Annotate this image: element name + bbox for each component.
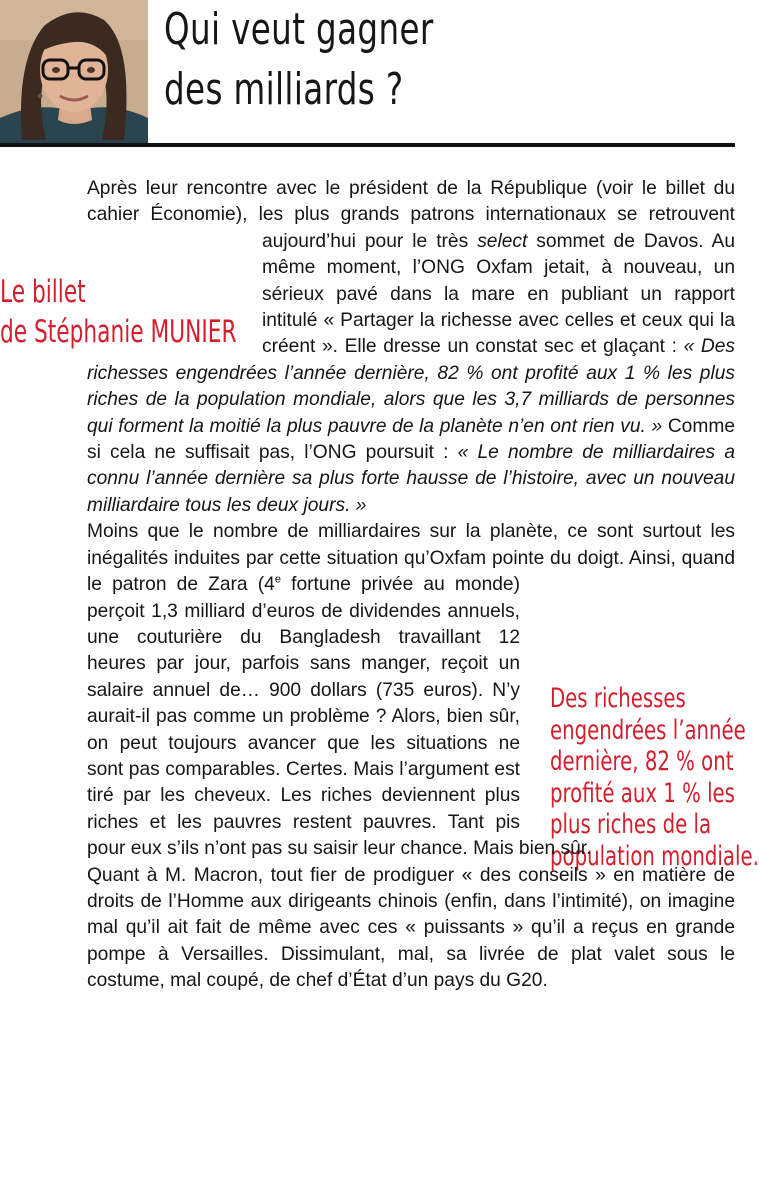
article-body	[87, 176, 735, 995]
byline-spacer	[0, 229, 262, 359]
header-divider	[0, 143, 735, 147]
author-portrait-image	[0, 0, 148, 144]
paragraph-2: Moins que le nombre de milliardaires sur la planète, ce sont surtout les inégalités induites par cette situation qu’Oxfam pointe du doigt. Ainsi, quand le patron de Zara (4e fortune privée au monde) perçoit 1,3 milliard d’euros de dividendes annuels, une couturière du Bangladesh travaillant 12 heures par jour, parfois sans manger, reçoit un salaire annuel de… 900 dollars (735 euros). N’y aurait-il pas comme un problème ? Alors, bien sûr, on peut toujours avancer que les situations ne sont pas comparables. Certes. Mais l’argument est tiré par les cheveux. Les riches deviennent plus riches et les pauvres restent pauvres. Tant pis pour eux s’ils n’ont pas su saisir leur chance. Mais bien sûr.	[87, 521, 735, 860]
pull-quote-line: plus riches de la	[550, 809, 712, 840]
byline-author: de Stéphanie MUNIER	[0, 314, 237, 350]
select-word: select	[477, 230, 528, 252]
oxfam-quote-1: « Des richesses engendrées l’année dernière, 82 % ont profité aux 1 % les plus riches de la population mondiale, alors que les 3,7 milliards de personnes qui forment la moitié la plus pauvre de la planète n’en ont rien vu. »	[87, 336, 735, 437]
article-title-line1: Qui veut gagner	[164, 4, 434, 55]
paragraph-1: Après leur rencontre avec le président de la République (voir le billet du cahier Économie), les plus grands patrons internationaux se retrouvent aujourd’hui pour le très select sommet de Davos. Au même moment, l’ONG Oxfam jetait, à nouveau, un sérieux pavé dans la mare en publiant un rapport intitulé « Partager la richesse avec celles et ceux qui la créent ». Elle dresse un constat sec et glaçant : « Des richesses engendrées l’année dernière, 82 % ont profité aux 1 % les plus riches de la population mondiale, alors que les 3,7 milliards de personnes qui forment la moitié la plus pauvre de la planète n’en ont rien vu. » Comme si cela ne suffisait pas, l’ONG poursuit : « Le nombre de milliardaires a connu l’année dernière sa plus forte hausse de l’histoire, avec un nouveau milliardaire tous les deux jours. »	[87, 176, 735, 519]
pull-quote-line: engendrées l’année	[550, 714, 746, 746]
pull-quote-line: population mondiale.	[550, 840, 759, 872]
article-header	[0, 0, 735, 146]
pull-quote-spacer	[520, 572, 735, 822]
pull-quote-line: Des richesses	[550, 683, 686, 714]
paragraph-3: Quant à M. Macron, tout fier de prodiguer « des conseils » en matière de droits de l’Homme aux dirigeants chinois (enfin, dans l’intimité), on imagine mal qu’il ait fait de même avec ces « puissants » qu’il a reçus en grande pompe à Versailles. Dissimulant, mal, sa livrée de plat valet sous le costume, mal coupé, de chef d’État d’un pays du G20.	[87, 864, 735, 992]
pull-quote-line: profité aux 1 % les	[550, 777, 735, 809]
author-portrait	[0, 0, 148, 144]
article-title	[164, 0, 434, 120]
pull-quote-line: dernière, 82 % ont	[550, 746, 734, 777]
oxfam-quote-2: « Le nombre de milliardaires a connu l’année dernière sa plus forte hausse de l’histoire, avec un nouveau milliardaire tous les deux jours. »	[87, 442, 735, 516]
byline-line1: Le billet	[0, 274, 86, 310]
article-title-line2: des milliards ?	[164, 64, 404, 115]
